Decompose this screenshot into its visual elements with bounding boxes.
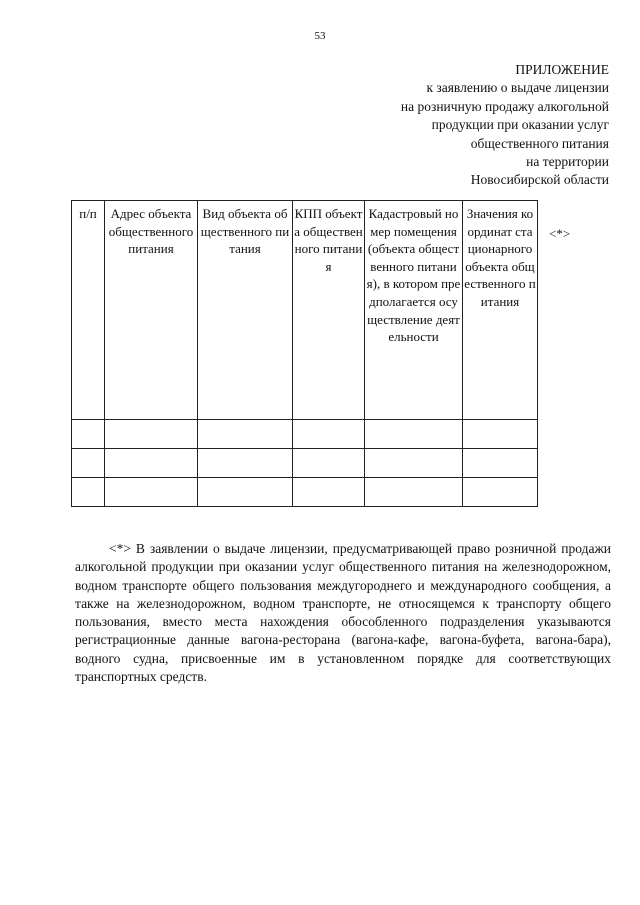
table-cell[interactable] [198, 478, 293, 507]
appendix-line: на розничную продажу алкогольной [400, 98, 609, 114]
footnote-text: <*> В заявлении о выдаче лицензии, предусматривающей право розничной продажи алкогольной продукции при оказании услуг общественного питания на железнодорожном, водном транспорте общего пользования междугороднего и международного сообщения, а также на железнодорожном, водном транспорте, не относящемся к транспорту общего пользования, вместо места нахождения обособленного подразделения указываются регистрационные данные вагона-ресторана (вагона-кафе, вагона-буфета, вагона-бара), водного судна, присвоенные им в установленном порядке для соответствующих транспортных средств. [75, 541, 611, 685]
appendix-line: на территории [526, 154, 609, 170]
table-cell[interactable] [463, 449, 538, 478]
table-cell[interactable] [105, 478, 198, 507]
table-cell[interactable] [365, 449, 463, 478]
column-header-kpp: КПП объекта общественного питания [293, 201, 365, 420]
appendix-line: продукции при оказании услуг [431, 117, 609, 133]
appendix-heading [401, 61, 609, 190]
table-row [72, 420, 538, 449]
table-cell[interactable] [105, 420, 198, 449]
table-row [72, 449, 538, 478]
column-header-coordinates: Значения координат стационарного объекта общественного питания [463, 201, 538, 420]
column-header-type: Вид объекта общественного питания [198, 201, 293, 420]
table-cell[interactable] [365, 420, 463, 449]
table-cell[interactable] [105, 449, 198, 478]
table-cell[interactable] [463, 478, 538, 507]
table-cell[interactable] [72, 478, 105, 507]
appendix-line: Новосибирской области [470, 172, 609, 188]
table-header-row [72, 201, 538, 420]
table-cell[interactable] [463, 420, 538, 449]
table-cell[interactable] [198, 420, 293, 449]
page-number: 53 [314, 30, 326, 42]
table-cell[interactable] [293, 449, 365, 478]
objects-table [71, 200, 538, 507]
column-header-cadastral: Кадастровый номер помещения (объекта общественного питания), в котором предполагается осуществление деятельности [365, 201, 463, 420]
appendix-line: общественного питания [470, 135, 609, 151]
column-header-address: Адрес объекта общественного питания [105, 201, 198, 420]
column-header-number: п/п [72, 201, 105, 420]
appendix-line: ПРИЛОЖЕНИЕ [515, 62, 609, 77]
table-cell[interactable] [293, 478, 365, 507]
table-cell[interactable] [72, 449, 105, 478]
appendix-line: к заявлению о выдаче лицензии [426, 80, 609, 96]
table-cell[interactable] [293, 420, 365, 449]
table-row [72, 478, 538, 507]
table-cell[interactable] [72, 420, 105, 449]
footnote-marker: <*> [549, 226, 571, 241]
table-cell[interactable] [198, 449, 293, 478]
table-cell[interactable] [365, 478, 463, 507]
